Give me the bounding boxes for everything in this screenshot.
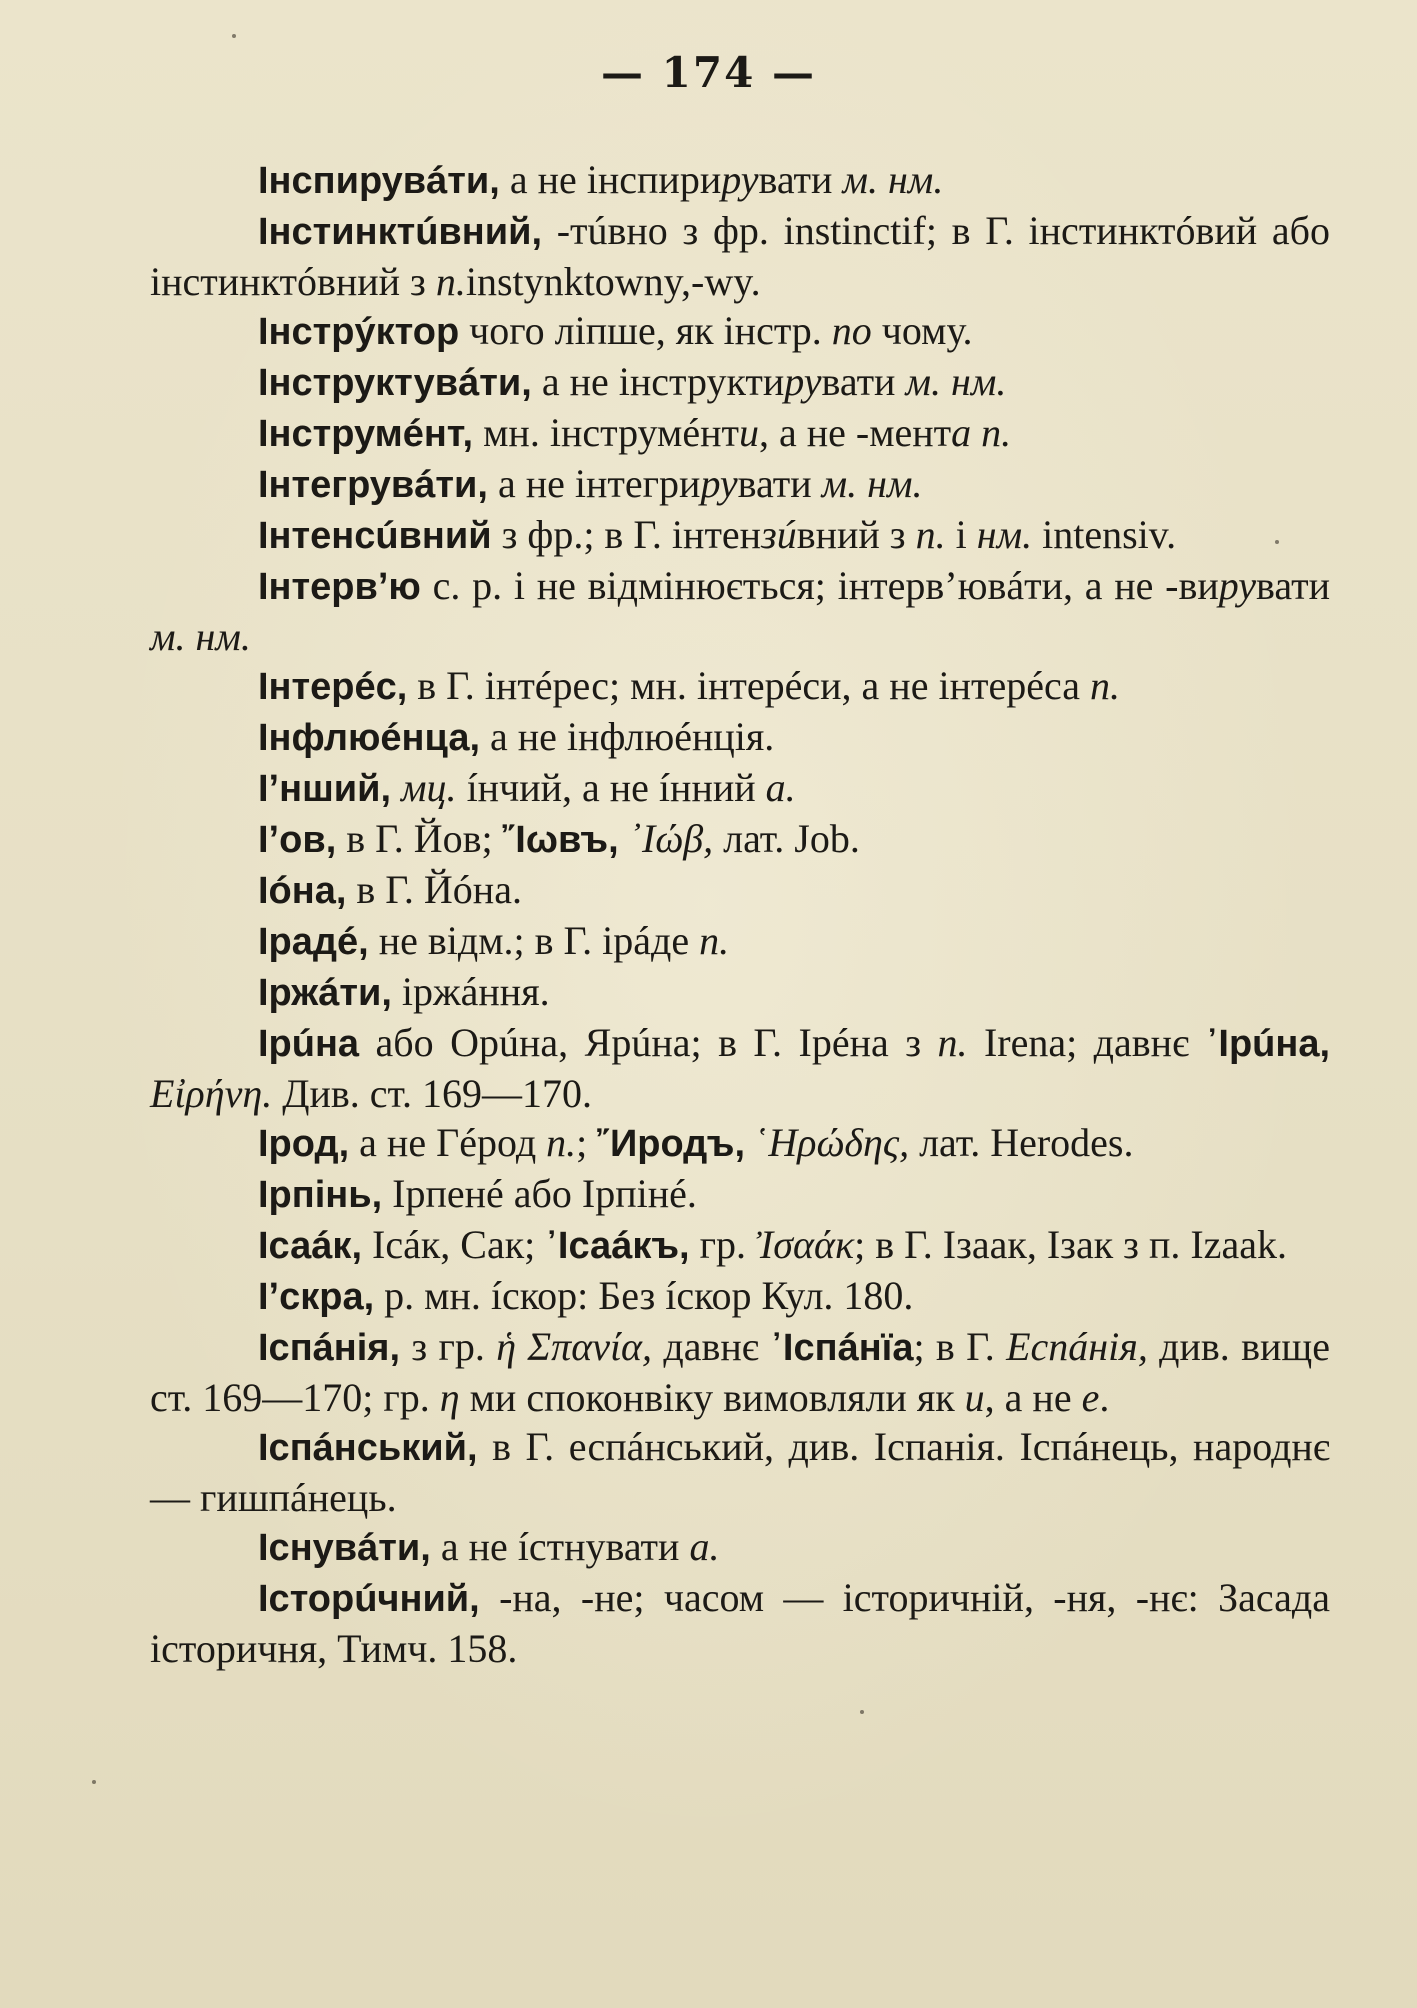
entry-text: вати (1256, 563, 1330, 608)
entry-text: лат. Herodes. (909, 1120, 1134, 1165)
entry-headword: ᾿Ісаáкъ, (545, 1225, 690, 1267)
entry-headword: І’ов, (258, 819, 337, 861)
entry-text: . (1099, 1375, 1110, 1420)
dictionary-text (150, 155, 1330, 1673)
dictionary-entry (150, 459, 1330, 510)
entry-italic-text: ру (721, 157, 759, 202)
entry-text: íнчий, а не íнний (456, 765, 766, 810)
entry-text: в Г. Йóна. (346, 867, 522, 912)
entry-headword: Іржáти, (258, 972, 392, 1014)
dictionary-entry (150, 1118, 1330, 1169)
entry-text: а не Гéрод (349, 1120, 547, 1165)
entry-text: а не інструкти (531, 359, 785, 404)
entry-text: гр. (689, 1222, 757, 1267)
entry-italic-text: м. нм. (150, 614, 251, 659)
entry-text: в Г. інтéрес; мн. інтерéси, а не інтерéса (407, 663, 1090, 708)
entry-text: лат. Job. (713, 816, 860, 861)
entry-text: instynktowny,-wy. (465, 259, 761, 304)
dictionary-entry (150, 1322, 1330, 1422)
dictionary-entry (150, 1522, 1330, 1573)
entry-headword: Інтерв’ю (258, 566, 421, 608)
entry-headword: І’нший, (258, 768, 392, 810)
paper-speck (232, 34, 236, 38)
dictionary-entry (150, 865, 1330, 916)
entry-italic-text: зú (761, 512, 797, 557)
entry-text (745, 1120, 755, 1165)
entry-text: вати (758, 157, 843, 202)
entry-headword: Інфлюéнца, (258, 717, 481, 759)
dictionary-entry (150, 1220, 1330, 1271)
dictionary-entry (150, 661, 1330, 712)
entry-italic-text: Ἰσαάκ (756, 1222, 855, 1267)
entry-italic-text: ᾿Ιώβ, (628, 816, 714, 861)
entry-italic-text: м. нм. (842, 157, 944, 202)
entry-italic-text: Εἰρήνη. (150, 1071, 273, 1116)
paper-speck (92, 1780, 96, 1784)
entry-text: ; в Г. Ізаак, Ізак з п. Izaak. (854, 1222, 1287, 1267)
entry-text (391, 765, 401, 810)
entry-headword: ᾿Іспáнїа (770, 1327, 914, 1369)
dictionary-entry (150, 712, 1330, 763)
entry-italic-text: Еспáнія, (1006, 1324, 1148, 1369)
page-number: — 174 — (601, 48, 816, 97)
entry-italic-text: а. (689, 1524, 720, 1569)
entry-headword: Ірпінь, (258, 1174, 383, 1216)
entry-italic-text: нм. (976, 512, 1033, 557)
entry-italic-text: ῾Ηρώδης, (755, 1120, 910, 1165)
entry-italic-text: ἡ Σπανία, (496, 1324, 653, 1369)
dictionary-entry (150, 814, 1330, 865)
entry-text: Див. ст. 169—170. (272, 1071, 592, 1116)
entry-italic-text: и (738, 410, 759, 455)
entry-text: , а не -мент (758, 410, 952, 455)
entry-headword: Інструктувáти, (258, 362, 532, 404)
entry-text: -на, -не; часом — історичній, -ня, -нє: Засада історичня, Тимч. 158. (150, 1575, 1330, 1671)
entry-italic-text: м. нм. (905, 359, 1007, 404)
entry-text: , а не (984, 1375, 1082, 1420)
dictionary-entry (150, 967, 1330, 1018)
entry-text: вати (737, 461, 822, 506)
entry-italic-text: мц. (401, 765, 457, 810)
entry-text: в Г. Йов; (336, 816, 503, 861)
entry-headword: Інспирувáти, (258, 160, 500, 202)
dictionary-entry (150, 1018, 1330, 1118)
entry-text: і (945, 512, 977, 557)
entry-text: а не інспири (499, 157, 722, 202)
dictionary-entry (150, 1169, 1330, 1220)
dictionary-entry (150, 763, 1330, 814)
dictionary-entry (150, 408, 1330, 459)
entry-text: а не íстнувати (430, 1524, 690, 1569)
entry-text: ми споконвіку вимовляли як (459, 1375, 965, 1420)
entry-headword: Іспáнія, (258, 1327, 401, 1369)
entry-text: в Г. еспáнський, див. Іспанія. Іспáнець, народнє — гишпáнець. (150, 1424, 1330, 1520)
entry-italic-text: п. (937, 1020, 968, 1065)
dictionary-entry (150, 1271, 1330, 1322)
entry-headword: Існувáти, (258, 1527, 431, 1569)
entry-italic-text: и (964, 1375, 985, 1420)
entry-text: не відм.; в Г. ірáде (368, 918, 700, 963)
entry-headword: Іóна, (258, 870, 347, 912)
entry-italic-text: по (831, 308, 872, 353)
dictionary-entry (150, 916, 1330, 967)
entry-text: р. мн. íскор: Без íскор Кул. 180. (374, 1273, 914, 1318)
entry-italic-text: е (1081, 1375, 1100, 1420)
entry-text: с. р. і не відмінюється; інтерв’ювáти, а не -ви (420, 563, 1219, 608)
entry-text (971, 410, 981, 455)
entry-text: вний з (796, 512, 916, 557)
entry-text: іржáння. (391, 969, 550, 1014)
paper-speck (1275, 540, 1279, 544)
dictionary-entry (150, 1573, 1330, 1673)
entry-headword: Історúчний, (258, 1578, 480, 1620)
dictionary-entry (150, 357, 1330, 408)
entry-text (619, 816, 629, 861)
entry-italic-text: п. (1089, 663, 1120, 708)
entry-italic-text: ру (784, 359, 822, 404)
entry-text: ; (576, 1120, 598, 1165)
entry-headword: Інтегрувáти, (258, 464, 488, 506)
entry-headword: І’скра, (258, 1276, 375, 1318)
entry-headword: Інстрýктор (258, 311, 460, 353)
entry-headword: Ісаáк, (258, 1225, 362, 1267)
entry-text: див. вище ст. 169—170; гр. (150, 1324, 1330, 1420)
entry-text: мн. інструмéнт (473, 410, 739, 455)
entry-text: давнє (652, 1324, 771, 1369)
entry-headword: Інтенсúвний (258, 515, 492, 557)
entry-text: Ісáк, Сак; (362, 1222, 546, 1267)
entry-text: а не інфлюéнція. (480, 714, 775, 759)
entry-italic-text: м. нм. (821, 461, 923, 506)
entry-headword: Інструмéнт, (258, 413, 474, 455)
dictionary-entry (150, 206, 1330, 306)
entry-headword: Інстинктúвний, (258, 211, 542, 253)
dictionary-entry (150, 1422, 1330, 1522)
entry-italic-text: ру (700, 461, 738, 506)
entry-headword: ῎Иродъ, (597, 1123, 746, 1165)
dictionary-entry (150, 306, 1330, 357)
entry-headword: ᾿Ірúна, (1205, 1023, 1331, 1065)
entry-text: з фр.; в Г. інтен (491, 512, 762, 557)
entry-text: з гр. (400, 1324, 497, 1369)
entry-italic-text: п. (546, 1120, 577, 1165)
entry-text: Ірпенé або Ірпінé. (382, 1171, 697, 1216)
entry-text: чому. (871, 308, 973, 353)
entry-italic-text: ру (1218, 563, 1257, 608)
entry-headword: Ірадé, (258, 921, 369, 963)
entry-headword: Ірúна (258, 1023, 360, 1065)
entry-italic-text: п. (915, 512, 946, 557)
entry-text: Irena; давнє (967, 1020, 1206, 1065)
entry-headword: ῎Іωвъ, (502, 819, 619, 861)
entry-text: чого ліпше, як інстр. (459, 308, 832, 353)
dictionary-entry (150, 510, 1330, 561)
entry-text: -тúвно з фр. instinctif; в Г. інстинктóвий або інстинктóвний з (150, 208, 1330, 304)
entry-italic-text: п. (699, 918, 730, 963)
entry-text: intensiv. (1032, 512, 1177, 557)
entry-italic-text: а. (765, 765, 796, 810)
entry-headword: Ірод, (258, 1123, 350, 1165)
entry-text: а не інтегри (487, 461, 701, 506)
entry-text: ; в Г. (913, 1324, 1007, 1369)
entry-italic-text: η (439, 1375, 460, 1420)
entry-italic-text: п. (435, 259, 466, 304)
entry-headword: Іспáнський, (258, 1427, 478, 1469)
entry-italic-text: а (951, 410, 972, 455)
entry-text: або Орúна, Ярúна; в Г. Ірéна з (359, 1020, 938, 1065)
dictionary-entry (150, 561, 1330, 661)
paper-speck (860, 1710, 864, 1714)
dictionary-entry (150, 155, 1330, 206)
entry-text: вати (821, 359, 906, 404)
entry-headword: Інтерéс, (258, 666, 408, 708)
entry-italic-text: п. (981, 410, 1012, 455)
